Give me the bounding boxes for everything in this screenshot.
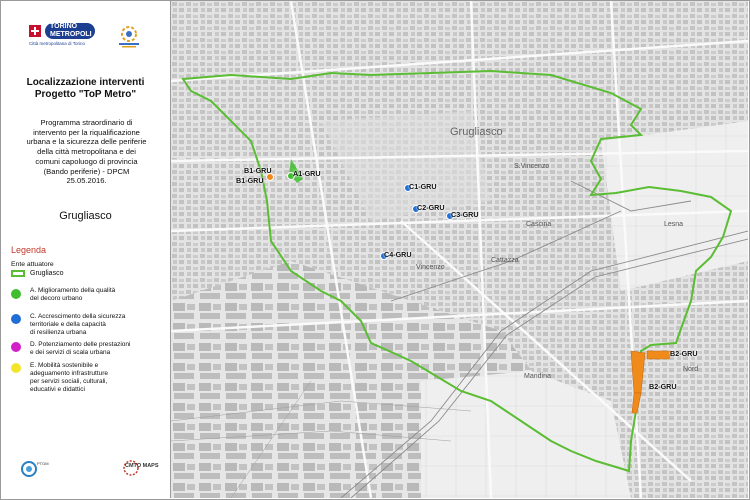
ptgm-logo bbox=[21, 459, 51, 484]
boundary-symbol bbox=[11, 270, 25, 277]
legend-line: educativi e didattici bbox=[30, 386, 85, 393]
legend-line: di resilienza urbana bbox=[30, 329, 87, 336]
desc-line: Programma straordinario di bbox=[40, 118, 133, 127]
site-label-c2: C2-GRU bbox=[417, 203, 445, 212]
place-s-vincenzo: S.Vincenzo bbox=[514, 163, 550, 170]
ptgm-logo-text: PTGM bbox=[37, 461, 49, 466]
site-label-c4: C4-GRU bbox=[384, 250, 412, 259]
panel-description bbox=[13, 118, 160, 186]
legend-line: del decoro urbano bbox=[30, 295, 83, 302]
legend-panel bbox=[1, 1, 171, 498]
place-mandina: Mandina bbox=[524, 373, 551, 380]
legend-line: C. Accrescimento della sicurezza bbox=[30, 313, 126, 320]
place-lesna: Lesna bbox=[664, 221, 684, 228]
legend-line: A. Miglioramento della qualità bbox=[30, 287, 116, 294]
desc-line: intervento per la riqualificazione bbox=[33, 127, 140, 137]
panel-title bbox=[1, 77, 170, 101]
legend-line: per servizi sociali, culturali, bbox=[30, 378, 108, 385]
place-grugliasco: Grugliasco bbox=[450, 126, 503, 138]
legend-item-c bbox=[30, 313, 165, 337]
desc-line: 25.05.2016. bbox=[66, 176, 107, 186]
legend-ente-label: Ente attuatore bbox=[11, 261, 54, 268]
legend-line: E. Mobilità sostenibile e bbox=[30, 362, 99, 369]
site-label-b1-b: B1-GRU bbox=[236, 176, 264, 185]
legend-line: e dei servizi di scala urbana bbox=[30, 349, 111, 356]
desc-line: della città metropolitana e dei bbox=[37, 147, 136, 157]
legend-item-e bbox=[30, 362, 165, 394]
legend-dot-d bbox=[11, 342, 21, 352]
legend-item-a bbox=[30, 287, 165, 303]
place-vincenzo: Vincenzo bbox=[416, 264, 445, 271]
site-label-b1-a: B1-GRU bbox=[244, 166, 272, 175]
desc-line: comuni capoluogo di provincia bbox=[35, 156, 138, 166]
place-cascina: Cascina bbox=[526, 221, 552, 228]
legend-line: adeguamento infrastrutture bbox=[30, 370, 109, 377]
legend-line: D. Potenziamento delle prestazioni bbox=[30, 341, 131, 348]
cmto-maps-logo bbox=[121, 459, 157, 486]
site-label-b2-a: B2-GRU bbox=[670, 349, 698, 358]
top-metro-logo bbox=[113, 25, 145, 49]
desc-line: (Bando periferie) - DPCM bbox=[43, 166, 130, 176]
boundary-label: Grugliasco bbox=[30, 270, 64, 277]
site-label-c3: C3-GRU bbox=[451, 210, 479, 219]
logo-metro-name: TORINO METROPOLI bbox=[45, 23, 95, 39]
place-cattazza: Cattazza bbox=[491, 257, 519, 264]
map-canvas[interactable] bbox=[171, 1, 748, 498]
torino-metropoli-logo bbox=[29, 23, 92, 49]
site-label-c1: C1-GRU bbox=[409, 182, 437, 191]
panel-title-line1: Localizzazione interventi bbox=[26, 77, 145, 88]
legend-dot-a bbox=[11, 289, 21, 299]
desc-line: urbana e la sicurezza delle periferie bbox=[26, 137, 147, 147]
site-label-b2-b: B2-GRU bbox=[649, 382, 677, 391]
place-nord: Nord bbox=[683, 366, 699, 373]
map-basemap bbox=[171, 1, 748, 498]
cmto-logo-text: CMTO MAPS bbox=[125, 463, 159, 469]
legend-line: territoriale e della capacità bbox=[30, 321, 106, 328]
panel-title-line2: Progetto "ToP Metro" bbox=[34, 89, 137, 100]
logo-metro-sub: Città metropolitana di Torino bbox=[29, 41, 85, 46]
site-label-a1: A1-GRU bbox=[293, 169, 321, 178]
legend-dot-c bbox=[11, 314, 21, 324]
legend-title: Legenda bbox=[11, 245, 47, 255]
savoy-cross-icon bbox=[29, 25, 41, 37]
legend-dot-e bbox=[11, 363, 21, 373]
panel-place-name: Grugliasco bbox=[59, 210, 112, 222]
legend-item-d bbox=[30, 341, 165, 357]
